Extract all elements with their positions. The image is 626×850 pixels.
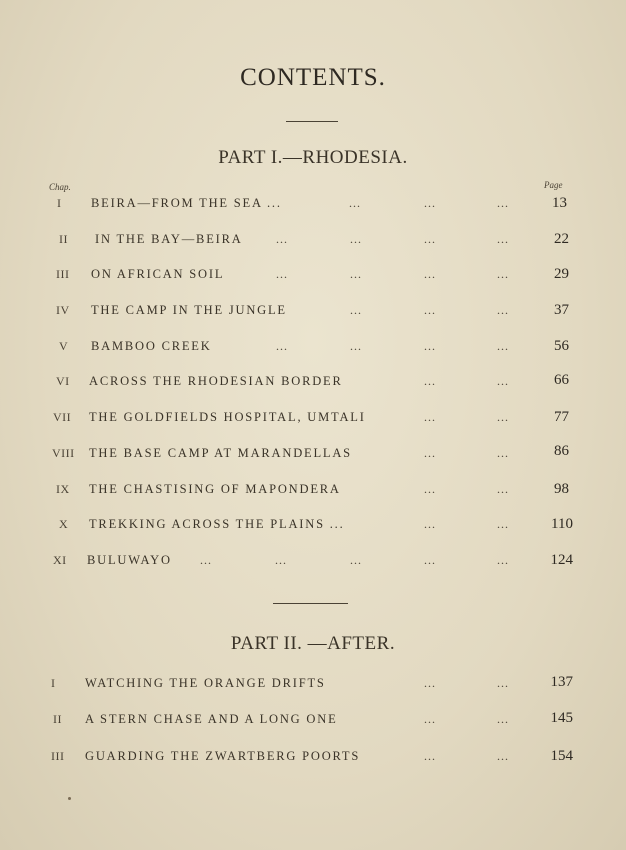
leader-dots: ... [497, 553, 509, 567]
leader-dots: ... [276, 232, 288, 246]
page-number: 124 [550, 552, 573, 568]
leader-dots: ... [350, 232, 362, 246]
leader-dots: ... [350, 553, 362, 567]
page-number: 66 [554, 372, 569, 388]
toc-entry[interactable] [0, 303, 626, 325]
leader-dots: ... [424, 410, 436, 424]
title-rule [286, 121, 338, 122]
toc-entry[interactable] [0, 482, 626, 504]
chapter-number: V [59, 339, 69, 353]
toc-entry[interactable] [0, 676, 626, 698]
leader-dots: ... [200, 553, 212, 567]
leader-dots: ... [424, 712, 436, 726]
chapter-title: THE CHASTISING OF MAPONDERA [89, 482, 341, 496]
toc-entry[interactable] [0, 410, 626, 432]
leader-dots: ... [497, 749, 509, 763]
page-number: 145 [550, 710, 573, 726]
chapter-title: BAMBOO CREEK [91, 339, 212, 353]
toc-entry[interactable] [0, 267, 626, 289]
chapter-title: THE BASE CAMP AT MARANDELLAS [89, 446, 352, 460]
leader-dots: ... [424, 196, 436, 210]
leader-dots: ... [497, 303, 509, 317]
chapter-title: WATCHING THE ORANGE DRIFTS [85, 676, 326, 690]
leader-dots: ... [497, 482, 509, 496]
leader-dots: ... [424, 553, 436, 567]
chapter-number: I [57, 196, 62, 210]
leader-dots: ... [497, 446, 509, 460]
chapter-number: II [59, 232, 68, 246]
leader-dots: ... [497, 267, 509, 281]
toc-entry[interactable] [0, 232, 626, 254]
leader-dots: ... [350, 267, 362, 281]
page-number: 137 [550, 674, 573, 690]
leader-dots: ... [424, 374, 436, 388]
chapter-number: IV [56, 303, 70, 317]
page-number: 77 [554, 409, 569, 425]
toc-entry[interactable] [0, 374, 626, 396]
chapter-number: III [51, 749, 65, 763]
leader-dots: ... [424, 676, 436, 690]
chapter-title: A STERN CHASE AND A LONG ONE [85, 712, 338, 726]
leader-dots: ... [497, 374, 509, 388]
chapter-title: ACROSS THE RHODESIAN BORDER [89, 374, 343, 388]
page-column-label: Page [544, 180, 563, 190]
leader-dots: ... [497, 676, 509, 690]
page-number: 13 [552, 195, 567, 211]
chapter-number: VIII [52, 446, 75, 460]
section-rule [273, 603, 348, 604]
leader-dots: ... [497, 712, 509, 726]
leader-dots: ... [424, 517, 436, 531]
chapter-number: I [51, 676, 56, 690]
toc-entry[interactable] [0, 553, 626, 575]
chapter-number: IX [56, 482, 70, 496]
toc-entry[interactable] [0, 749, 626, 771]
chapter-number: X [59, 517, 69, 531]
page-number: 110 [551, 516, 573, 532]
part-2-heading: PART II. —AFTER. [230, 633, 396, 654]
toc-entry[interactable] [0, 443, 626, 468]
chapter-title: THE CAMP IN THE JUNGLE [91, 303, 287, 317]
chapter-title: IN THE BAY—BEIRA [95, 232, 243, 246]
page-number: 154 [550, 748, 573, 764]
chapter-number: XI [53, 553, 67, 567]
toc-entry[interactable] [0, 517, 626, 539]
leader-dots: ... [424, 482, 436, 496]
chapter-number: II [53, 712, 62, 726]
page-number: 29 [554, 266, 569, 282]
chapter-title: THE GOLDFIELDS HOSPITAL, UMTALI [89, 410, 366, 424]
chapter-title: GUARDING THE ZWARTBERG POORTS [85, 749, 361, 763]
leader-dots: ... [497, 410, 509, 424]
leader-dots: ... [276, 339, 288, 353]
chapter-title: TREKKING ACROSS THE PLAINS ... [89, 517, 345, 531]
leader-dots: ... [350, 339, 362, 353]
leader-dots: ... [424, 446, 436, 460]
chapter-title: BULUWAYO [87, 553, 172, 567]
leader-dots: ... [424, 303, 436, 317]
toc-entry[interactable] [0, 712, 626, 734]
page-number: 37 [554, 302, 569, 318]
chapter-title: ON AFRICAN SOIL [91, 267, 225, 281]
chapter-title: BEIRA—FROM THE SEA ... [91, 196, 282, 210]
leader-dots: ... [424, 232, 436, 246]
leader-dots: ... [424, 267, 436, 281]
leader-dots: ... [497, 232, 509, 246]
page-title: CONTENTS. [240, 64, 386, 91]
page-number: 86 [554, 443, 569, 459]
leader-dots: ... [424, 749, 436, 763]
chapter-number: VII [53, 410, 72, 424]
leader-dots: ... [497, 517, 509, 531]
page-number: 22 [554, 231, 569, 247]
chapter-column-label: Chap. [49, 182, 71, 192]
leader-dots: ... [497, 339, 509, 353]
leader-dots: ... [276, 267, 288, 281]
page-number: 56 [554, 338, 569, 354]
leader-dots: ... [497, 196, 509, 210]
leader-dots: ... [349, 196, 361, 210]
page-number: 98 [554, 481, 569, 497]
leader-dots: ... [424, 339, 436, 353]
chapter-number: III [56, 267, 70, 281]
paper-speck [68, 797, 71, 800]
part-1-heading: PART I.—RHODESIA. [218, 147, 408, 168]
leader-dots: ... [350, 303, 362, 317]
chapter-number: VI [56, 374, 70, 388]
toc-entry[interactable] [0, 196, 626, 218]
toc-entry[interactable] [0, 339, 626, 361]
leader-dots: ... [275, 553, 287, 567]
